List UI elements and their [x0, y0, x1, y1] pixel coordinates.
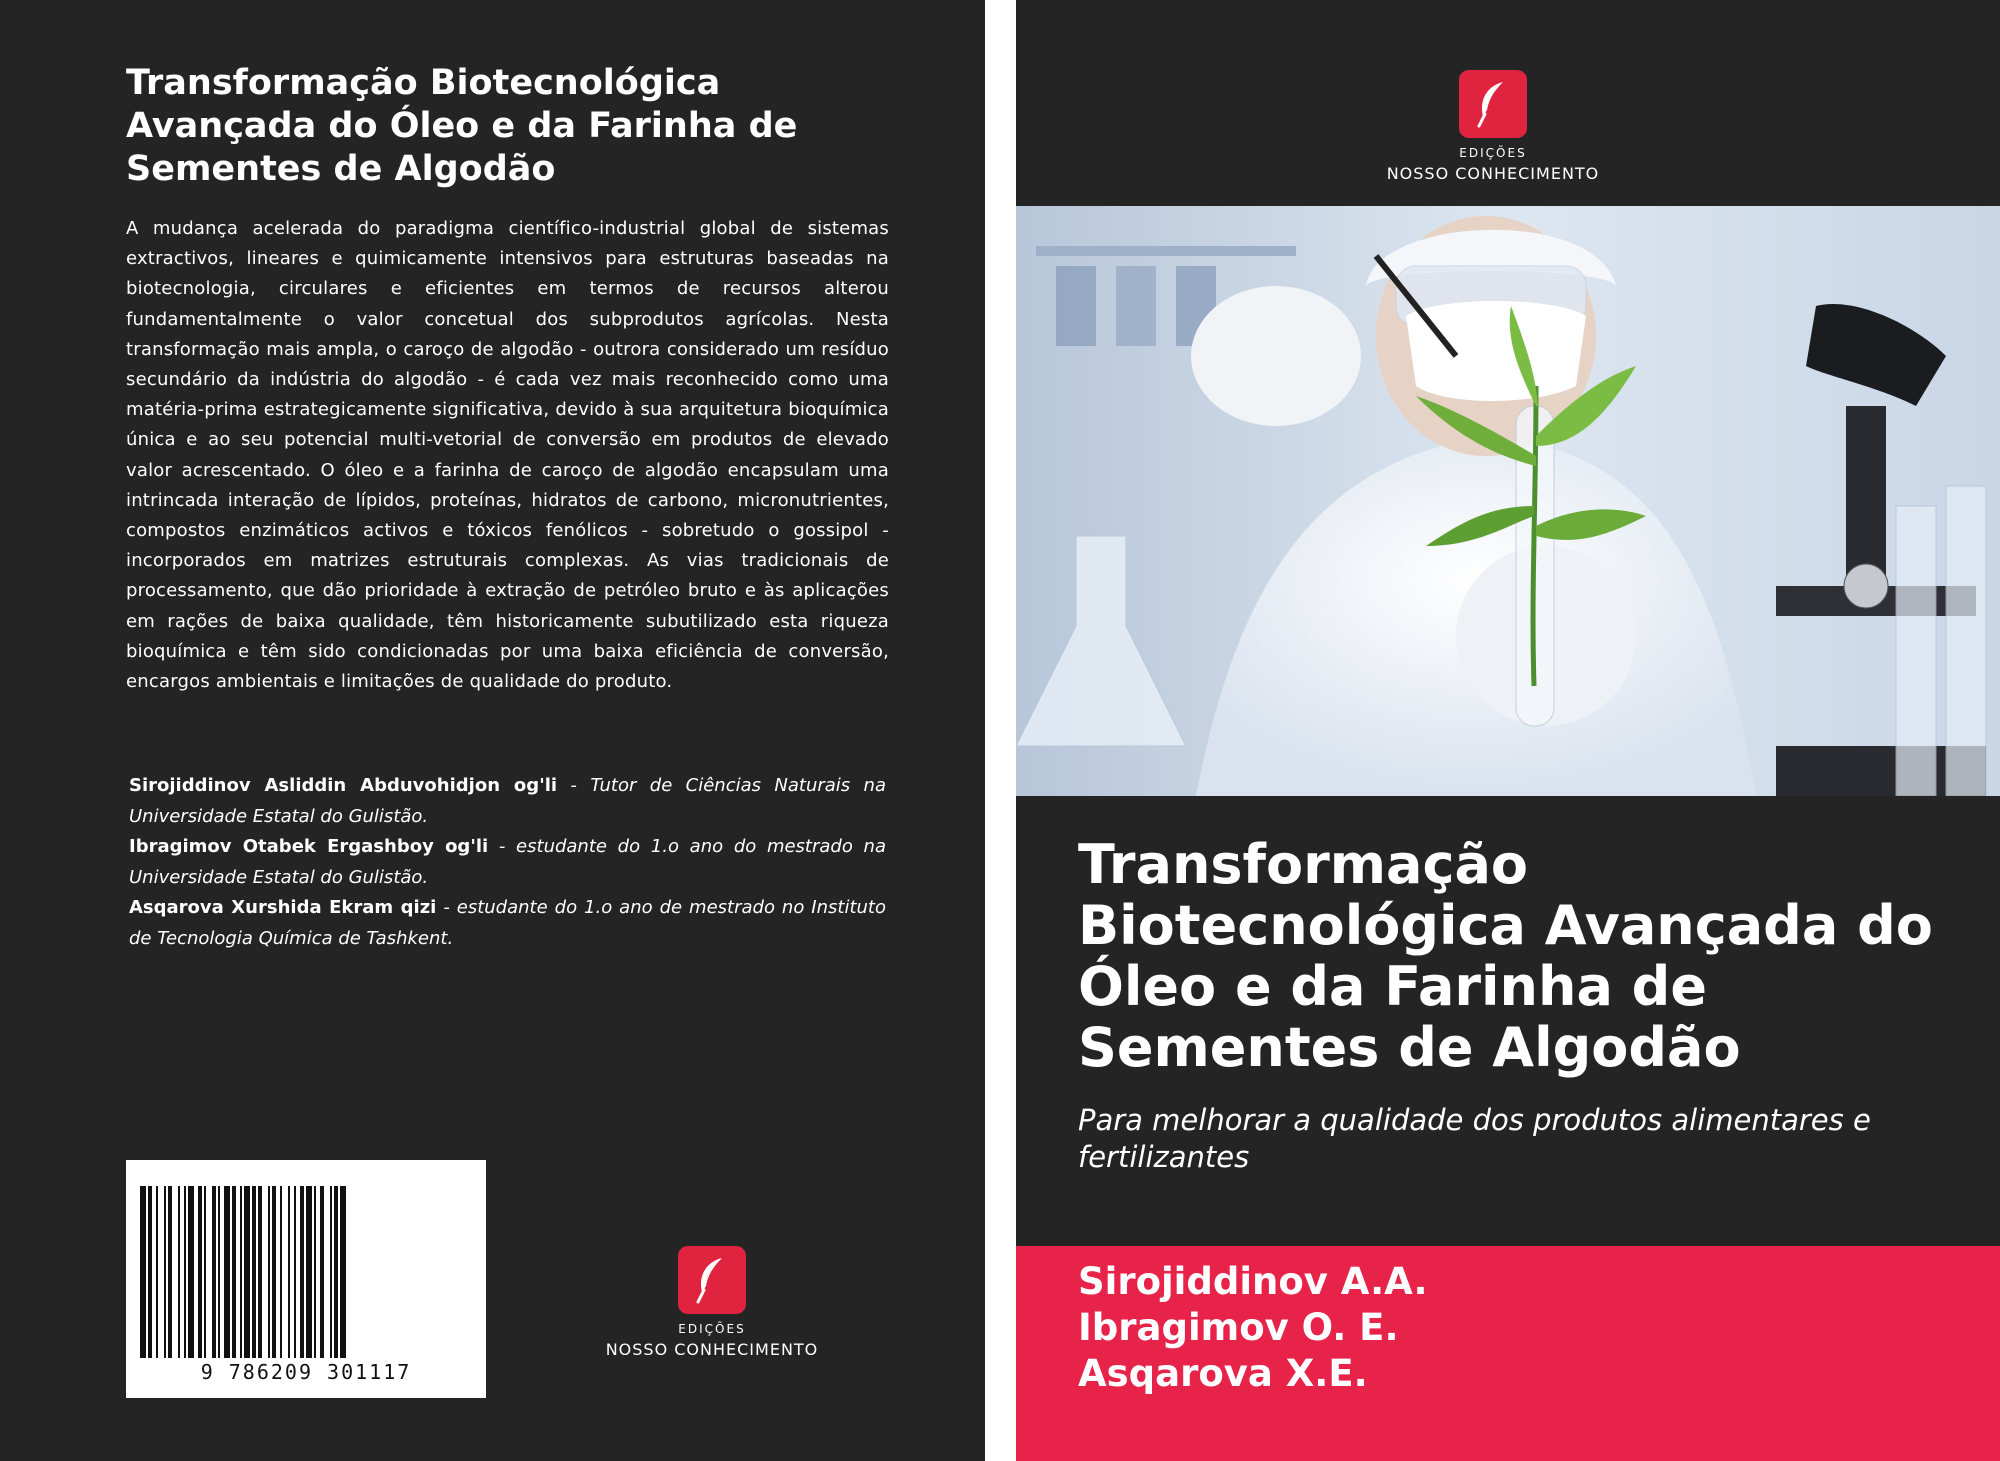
- barcode-bar: [272, 1186, 276, 1358]
- author-bio: [129, 832, 886, 893]
- barcode-bar: [288, 1186, 290, 1358]
- publisher-logo: [1459, 70, 1527, 138]
- barcode-bar: [218, 1186, 220, 1358]
- isbn-number: 9 786209 301117: [200, 1360, 412, 1384]
- barcode-bar: [198, 1186, 202, 1358]
- barcode-bar: [268, 1186, 270, 1358]
- barcode-bar: [148, 1186, 152, 1358]
- barcode-bar: [306, 1186, 312, 1358]
- publisher-logo: [678, 1246, 746, 1314]
- barcode-bar: [184, 1186, 186, 1358]
- front-author: Asqarova X.E.: [1078, 1352, 1368, 1395]
- publisher-name: NOSSO CONHECIMENTO: [605, 1340, 819, 1359]
- barcode-bar: [156, 1186, 158, 1358]
- author-bio: [129, 893, 886, 954]
- front-cover-title: Transformação Biotecnológica Avançada do Óleo e da Farinha de Sementes de Algodão: [1078, 833, 1933, 1079]
- barcode-bar: [320, 1186, 324, 1358]
- author-bio-name: Ibragimov Otabek Ergashboy og'li: [129, 836, 489, 857]
- barcode-bar: [240, 1186, 242, 1358]
- barcode-bar: [232, 1186, 236, 1358]
- author-bios: [129, 771, 886, 954]
- barcode-bar: [244, 1186, 250, 1358]
- author-bio-description: - estudante do 1.o ano do mestrado na Universidade Estatal do Gulistão.: [129, 836, 886, 888]
- back-cover-title: Transformação Biotecnológica Avançada do Óleo e da Farinha de Sementes de Algodão: [126, 63, 798, 189]
- feather-icon: [1473, 80, 1513, 128]
- barcode-bar: [168, 1186, 172, 1358]
- barcode-bars: [140, 1186, 472, 1358]
- author-bio-description: - estudante do 1.o ano de mestrado no Instituto de Tecnologia Química de Tashkent.: [129, 897, 886, 949]
- barcode-bar: [252, 1186, 256, 1358]
- feather-icon: [692, 1256, 732, 1304]
- back-cover: [0, 0, 985, 1461]
- barcode-bar: [204, 1186, 206, 1358]
- barcode-bar: [164, 1186, 166, 1358]
- publisher-name: NOSSO CONHECIMENTO: [1386, 164, 1600, 183]
- front-author: Sirojiddinov A.A.: [1078, 1260, 1428, 1303]
- publisher-label-small: EDIÇÕES: [1459, 146, 1527, 160]
- barcode-bar: [178, 1186, 180, 1358]
- barcode-bar: [334, 1186, 338, 1358]
- barcode-bar: [224, 1186, 230, 1358]
- barcode-bar: [294, 1186, 296, 1358]
- barcode-bar: [340, 1186, 346, 1358]
- author-bio-name: Asqarova Xurshida Ekram qizi: [129, 897, 437, 918]
- barcode-bar: [300, 1186, 304, 1358]
- barcode-bar: [188, 1186, 194, 1358]
- author-bio: [129, 771, 886, 832]
- publisher-label-small: EDIÇÕES: [678, 1322, 746, 1336]
- barcode-bar: [140, 1186, 146, 1358]
- author-bio-description: - Tutor de Ciências Naturais na Universidade Estatal do Gulistão.: [129, 775, 886, 827]
- scientist-photo: [1016, 206, 2000, 796]
- isbn-barcode: [126, 1160, 486, 1398]
- barcode-bar: [280, 1186, 282, 1358]
- cover-photo: [1016, 206, 2000, 796]
- barcode-bar: [258, 1186, 262, 1358]
- barcode-bar: [330, 1186, 332, 1358]
- back-cover-blurb: A mudança acelerada do paradigma científico-industrial global de sistemas extractivos, lineares e quimicamente intensivos para estruturas baseadas na biotecnologia, circulares e eficientes em termos de recursos alterou fundamentalmente o valor concetual dos subprodutos agrícolas. Nesta transformação mais ampla, o caroço de algodão - outrora considerado um resíduo secundário da indústria do algodão - é cada vez mais reconhecido como uma matéria-prima estrategicamente significativa, devido à sua arquitetura bioquímica única e ao seu potencial multi-vetorial de conversão em produtos de elevado valor acrescentado. O óleo e a farinha de caroço de algodão encapsulam uma intrincada interação de lípidos, proteínas, hidratos de carbono, micronutrientes, compostos enzimáticos activos e tóxicos fenólicos - sobretudo o gossipol - incorporados em matrizes estruturais complexas. As vias tradicionais de processamento, que dão prioridade à extração de petróleo bruto e às aplicações em rações de baixa qualidade, têm historicamente subutilizado esta riqueza bioquímica e têm sido condicionadas por uma baixa eficiência de conversão, encargos ambientais e limitações de qualidade do produto.: [126, 218, 889, 693]
- author-bio-name: Sirojiddinov Asliddin Abduvohidjon og'li: [129, 775, 558, 796]
- front-cover-subtitle: Para melhorar a qualidade dos produtos alimentares e fertilizantes: [1078, 1103, 1871, 1174]
- front-author: Ibragimov O. E.: [1078, 1306, 1399, 1349]
- barcode-bar: [314, 1186, 316, 1358]
- author-band: [1016, 1246, 2000, 1461]
- barcode-bar: [212, 1186, 216, 1358]
